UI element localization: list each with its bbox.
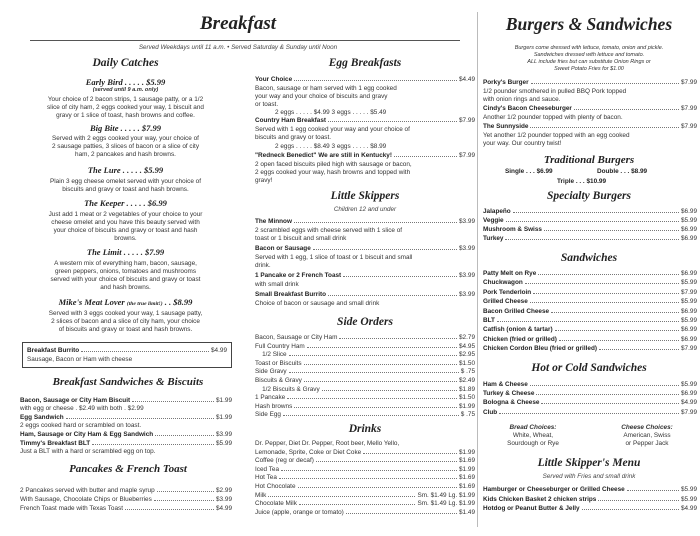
specialty-burger-row (483, 226, 697, 233)
kids-menu-sub: Served with Fries and small drink (542, 473, 636, 480)
lure-desc-2: biscuits and gravy or toast and hash browns. (62, 186, 189, 193)
meat-lover-title (18, 297, 233, 307)
porky-price: $7.99 (681, 79, 697, 86)
lure-desc-1: Plain 3 egg cheese omelet served with your choice of (50, 178, 201, 185)
specialty-burger-row (483, 235, 697, 242)
sandwich-name: Grilled Cheese (483, 298, 528, 306)
your-choice-row (255, 76, 475, 83)
dot-leader (299, 500, 416, 505)
sandwich-price: $7.99 (681, 345, 697, 353)
pancakes-extra-desc: With Sausage, Chocolate Chips or Blueberries (20, 496, 152, 503)
drink-name: Iced Tea (255, 465, 280, 473)
early-bird-desc-1: Your choice of 2 bacon strips, 1 sausage patty, or a 1/2 (47, 96, 204, 103)
dot-leader (307, 343, 457, 348)
kids-item-name: Hotdog or Peanut Butter & Jelly (483, 505, 580, 513)
egg-sandwich-price: $1.99 (216, 414, 232, 421)
dot-leader (506, 217, 679, 222)
timmys-blt-sub: Just a BLT with a hard or scrambled egg on top. (20, 448, 156, 455)
sandwich-row (483, 289, 697, 296)
kids-item-row (483, 496, 697, 503)
country-ham-desc-1: Served with 1 egg cooked your way and your choice of (255, 126, 410, 133)
burgers-intro-4: Sweet Potato Fries for $1.00 (554, 66, 624, 72)
kids-item-row (483, 505, 697, 512)
pancakes-extra-row (20, 496, 232, 503)
daily-catches-heading: Daily Catches (92, 57, 159, 69)
kids-bacon-desc-1: Served with 1 egg, 1 slice of toast or 1 biscuit and small (255, 254, 413, 261)
sandwich-name: Pork Tenderloin (483, 288, 532, 296)
sunnyside-desc-1: Yet another 1/2 pounder topped with an egg cooked (483, 132, 630, 139)
kids-bacon-desc-2: drink. (255, 262, 271, 269)
timmys-blt-price: $5.99 (216, 440, 232, 447)
keeper-desc-3: your choice of biscuits and gravy or toast and hash (53, 227, 198, 234)
minnow-price: $3.99 (459, 218, 475, 225)
breakfast-hours: Served Weekdays until 11 a.m. • Served Saturday & Sunday until Noon (138, 44, 338, 51)
drink-name: Juice (apple, orange or tomato) (255, 508, 344, 516)
side-order-row (255, 368, 475, 375)
ham-egg-price: $3.99 (216, 431, 232, 438)
keeper-title: The Keeper . . . . . $6.99 (84, 198, 167, 208)
side-order-row (255, 334, 475, 341)
porky-desc-2: with onion rings and sauce. (483, 96, 561, 103)
side-order-name: Biscuits & Gravy (255, 377, 302, 384)
dot-leader (599, 345, 679, 350)
country-ham-price: $7.99 (459, 117, 475, 124)
cheese-line-1: American, Swiss (623, 432, 671, 439)
meat-lover-desc-1: Served with 3 eggs cooked your way, 1 sausage patty, (48, 310, 203, 317)
biscuit-row (20, 397, 232, 404)
sandwich-name: Bacon Grilled Cheese (483, 307, 550, 315)
bread-label: Bread Choices: (509, 424, 557, 431)
sandwich-price: $6.99 (681, 307, 697, 315)
dot-leader (283, 411, 459, 416)
side-order-price: $1.99 (459, 402, 475, 410)
kids-pancake-row (255, 272, 475, 279)
country-ham-desc-2: biscuits and gravy or toast. (255, 134, 332, 141)
dot-leader (294, 403, 457, 408)
drink-row (255, 466, 475, 473)
dot-leader (281, 466, 457, 471)
side-order-row (255, 403, 475, 410)
dot-leader (530, 381, 679, 386)
column-divider (477, 12, 478, 527)
drink-row (255, 440, 475, 447)
dot-leader (289, 351, 457, 356)
egg-breakfasts-heading: Egg Breakfasts (328, 57, 402, 69)
country-ham-name: Country Ham Breakfast (255, 117, 327, 124)
kids-item-price: $4.99 (681, 505, 697, 513)
sandwich-row (483, 317, 697, 324)
kids-item-row (483, 486, 697, 493)
drink-row (255, 457, 475, 464)
side-order-price: $1.89 (459, 385, 475, 393)
breakfast-title: Breakfast (200, 13, 276, 34)
country-ham-eggs: 2 eggs . . . . . $8.49 3 eggs . . . . . $8.99 (275, 143, 387, 150)
dot-leader (627, 486, 679, 491)
drink-name: Dr. Pepper, Diet Dr. Pepper, Root beer, Mello Yello, (255, 440, 400, 447)
early-bird-desc-2: slice of city ham, 2 eggs cooked your way, 1 biscuit and (47, 104, 204, 111)
side-orders-heading: Side Orders (337, 316, 393, 328)
sandwich-name: Patty Melt on Rye (483, 270, 537, 277)
sandwich-price: $6.99 (681, 270, 697, 277)
your-choice-eggs: 2 eggs . . . . . $4.99 3 eggs . . . . . $5.49 (275, 109, 387, 116)
dot-leader (289, 368, 459, 373)
side-order-row (255, 351, 475, 358)
sandwich-price: $5.99 (681, 317, 697, 324)
sandwich-row (483, 308, 697, 315)
hot-cold-sandwich-name: Club (483, 408, 498, 416)
egg-sandwich-row (20, 414, 232, 421)
minnow-desc-2: toast or 1 biscuit and small drink (255, 235, 347, 242)
sandwich-price: $5.99 (681, 279, 697, 287)
kids-burrito-price: $3.99 (459, 291, 475, 298)
drink-row (255, 509, 475, 516)
sandwich-name: Chuckwagon (483, 279, 523, 287)
dot-leader (533, 289, 679, 294)
specialty-burger-name: Veggie (483, 217, 504, 224)
sandwiches-heading: Sandwiches (560, 252, 618, 264)
kids-pancake-desc: with small drink (255, 281, 299, 288)
keeper-desc-1: Just add 1 meat or 2 vegetables of your choice to your (48, 211, 203, 218)
side-order-name: Side Egg (255, 411, 281, 419)
breakfast-burrito-price: $4.99 (211, 347, 227, 354)
side-order-name: Hash browns (255, 402, 293, 410)
keeper-desc-2: cheese omelet and you have this beauty served with (51, 219, 200, 226)
burgers-intro-3: ALL include fries but can substitute Onion Rings or (527, 59, 651, 65)
hot-cold-sandwich-row (483, 409, 697, 416)
side-order-name: Side Gravy (255, 368, 287, 376)
drink-price: $1.69 (459, 474, 475, 482)
sandwich-row (483, 326, 697, 333)
dot-leader (551, 308, 679, 313)
kids-item-name: Kids Chicken Basket 2 chicken strips (483, 495, 597, 503)
sandwich-name: Chicken (fried or grilled) (483, 335, 557, 343)
drink-name: Lemonade, Sprite, Coke or Diet Coke (255, 448, 362, 456)
biscuit-name: Bacon, Sausage or City Ham Biscuit (20, 397, 131, 404)
french-toast-row (20, 505, 232, 512)
dot-leader (279, 474, 457, 479)
drink-price: $1.99 (459, 448, 475, 456)
your-choice-price: $4.49 (459, 76, 475, 83)
sunnyside-name: The Sunnyside (483, 123, 529, 130)
big-bite-title: Big Bite . . . . . $7.99 (89, 123, 162, 133)
drink-price: $1.69 (459, 457, 475, 465)
egg-sandwich-name: Egg Sandwich (20, 414, 64, 421)
dot-leader (536, 390, 679, 395)
sandwich-name: BLT (483, 317, 495, 324)
hot-cold-sandwich-price: $7.99 (681, 408, 697, 416)
side-order-name: 1 Pancake (255, 394, 286, 402)
drink-price: $1.69 (459, 483, 475, 490)
hot-cold-sandwich-name: Turkey & Cheese (483, 390, 535, 398)
dot-leader (559, 336, 679, 341)
timmys-blt-row (20, 440, 232, 447)
side-order-row (255, 377, 475, 384)
kids-bacon-name: Bacon or Sausage (255, 245, 311, 252)
burgers-intro-2: Sandwiches dressed with lettuce and tomato. (533, 52, 645, 58)
kids-bacon-row (255, 245, 475, 252)
timmys-blt-name: Timmy's Breakfast BLT (20, 440, 91, 447)
side-order-name: 1/2 Biscuits & Gravy (255, 385, 320, 393)
specialty-burger-name: Mushroom & Swiss (483, 226, 542, 233)
limit-title: The Limit . . . . . $7.99 (86, 247, 165, 257)
drink-name: Hot Tea (255, 474, 277, 482)
dot-leader (298, 483, 458, 488)
pancakes-desc: 2 Pancakes served with butter and maple syrup (20, 487, 155, 494)
dot-leader (555, 326, 679, 331)
redneck-row (255, 152, 475, 159)
limit-desc-2: green peppers, onions, tomatoes and mushrooms (54, 268, 197, 275)
sandwich-row (483, 336, 697, 343)
kids-menu-heading: Little Skipper's Menu (537, 457, 641, 469)
cindy-desc: Another 1/2 pounder topped with plenty of bacon. (483, 114, 623, 121)
specialty-burger-price: $6.99 (681, 208, 697, 215)
dot-leader (287, 394, 457, 399)
specialty-heading: Specialty Burgers (546, 190, 631, 202)
hot-cold-sandwich-name: Bologna & Cheese (483, 399, 540, 407)
specialty-burger-row (483, 208, 697, 215)
hot-cold-sandwich-price: $5.99 (681, 381, 697, 388)
minnow-row (255, 218, 475, 225)
drink-price: Sm. $1.49 Lg. $1.99 (417, 491, 475, 499)
hot-cold-sandwich-row (483, 390, 697, 397)
dot-leader (304, 377, 457, 382)
side-order-row (255, 386, 475, 393)
biscuit-price: $1.99 (216, 397, 232, 404)
meat-lover-desc-3: of biscuits and gravy or toast and hash browns. (58, 326, 193, 333)
triple-price: Triple . . . $10.99 (557, 178, 607, 185)
cindy-name: Cindy's Bacon Cheeseburger (483, 105, 572, 112)
cindy-row (483, 105, 697, 112)
drinks-heading: Drinks (348, 423, 382, 435)
dot-leader (346, 509, 457, 514)
dot-leader (268, 492, 415, 497)
early-bird-note: (served until 9 a.m. only) (92, 87, 159, 93)
specialty-burger-price: $6.99 (681, 235, 697, 242)
french-toast-desc: French Toast made with Texas Toast (20, 505, 124, 512)
redneck-name: "Redneck Benedict" We are still in Kentucky! (255, 152, 392, 159)
side-order-name: Full Country Ham (255, 342, 305, 350)
your-choice-desc-3: or toast. (255, 101, 279, 108)
side-order-price: $2.49 (459, 377, 475, 384)
side-order-price: $ .75 (460, 411, 475, 419)
hot-cold-sandwich-row (483, 381, 697, 388)
drink-name: Milk (255, 491, 267, 499)
hot-cold-sandwich-row (483, 399, 697, 406)
side-order-name: Toast or Biscuits (255, 359, 302, 367)
big-bite-desc-1: Served with 2 eggs cooked your way, your choice of (52, 135, 199, 142)
egg-sandwich-sub: 2 eggs cooked hard or scrambled on toast. (20, 422, 142, 429)
sandwich-price: $6.99 (681, 335, 697, 343)
side-order-price: $4.95 (459, 342, 475, 350)
burgers-title: Burgers & Sandwiches (505, 14, 673, 34)
limit-desc-3: served with your choice of biscuits and gravy or toast (50, 276, 201, 283)
dot-leader (322, 386, 457, 391)
early-bird-title: Early Bird . . . . . $5.99 (85, 77, 166, 87)
big-bite-desc-2: 2 sausage patties, 3 slices of bacon or a slice of city (51, 143, 200, 150)
meat-lover-name: Mike's Meat Lover (58, 297, 125, 307)
breakfast-burrito-row (27, 347, 227, 354)
side-order-row (255, 394, 475, 401)
specialty-burger-price: $6.99 (681, 226, 697, 233)
bread-line-1: White, Wheat, (512, 432, 554, 439)
sandwich-price: $5.99 (681, 298, 697, 306)
dot-leader (499, 409, 679, 414)
dot-leader (530, 298, 679, 303)
breakfast-burrito-box (22, 342, 232, 368)
side-order-price: $ .75 (460, 368, 475, 376)
side-order-name: Bacon, Sausage or City Ham (255, 334, 338, 341)
kids-item-price: $5.99 (681, 486, 697, 493)
specialty-burger-name: Turkey (483, 235, 504, 242)
little-skippers-heading: Little Skippers (330, 190, 400, 202)
drink-name: Chocolate Milk (255, 500, 297, 508)
cheese-line-2: or Pepper Jack (625, 440, 669, 447)
limit-desc-1: A western mix of everything ham, bacon, sausage, (54, 260, 197, 267)
side-order-row (255, 411, 475, 418)
redneck-desc-1: 2 open faced biscuits piled high with sausage or bacon, (255, 161, 412, 168)
redneck-desc-2: 2 eggs cooked your way, hash browns and topped with (255, 169, 411, 176)
french-toast-price: $4.99 (216, 505, 232, 512)
your-choice-name: Your Choice (255, 76, 293, 83)
hot-cold-sandwich-price: $4.99 (681, 399, 697, 407)
pancakes-extra-price: $3.99 (216, 496, 232, 503)
biscuit-sub: with egg or cheese . $2.49 with both . $2.99 (20, 405, 144, 412)
burgers-intro-1: Burgers come dressed with lettuce, tomato, onion and pickle. (514, 45, 664, 51)
dot-leader (541, 399, 679, 404)
limit-desc-4: and hash browns. (100, 284, 151, 291)
porky-desc-1: 1/2 pounder smothered in pulled BBQ Pork topped (483, 88, 627, 95)
sandwich-name: Chicken Cordon Bleu (fried or grilled) (483, 345, 597, 353)
single-price: Single . . . $6.99 (505, 168, 553, 175)
meat-lover-note: (the true limit!) (126, 301, 163, 307)
big-bite-desc-3: ham, 2 pancakes and hash browns. (75, 151, 176, 158)
side-order-price: $1.50 (459, 359, 475, 367)
side-order-price: $1.50 (459, 394, 475, 402)
sandwich-row (483, 298, 697, 305)
kids-item-price: $5.99 (681, 495, 697, 503)
drink-price: Sm. $1.49 Lg. $1.99 (417, 500, 475, 508)
drink-row (255, 483, 475, 490)
hot-cold-heading: Hot or Cold Sandwiches (531, 362, 647, 374)
sandwich-row (483, 279, 697, 286)
hot-cold-sandwich-price: $6.99 (681, 390, 697, 398)
porky-name: Porky's Burger (483, 79, 529, 86)
your-choice-desc-2: your way and your choice of biscuits and gravy (255, 93, 388, 100)
kids-burrito-row (255, 291, 475, 298)
side-order-row (255, 343, 475, 350)
sunnyside-row (483, 123, 697, 130)
side-order-row (255, 360, 475, 367)
dot-leader (505, 235, 679, 240)
porky-row (483, 79, 697, 86)
keeper-desc-4: browns. (114, 235, 137, 242)
hot-cold-sandwich-name: Ham & Cheese (483, 381, 528, 388)
side-order-price: $2.95 (459, 351, 475, 359)
pancakes-price: $2.99 (216, 487, 232, 494)
drink-name: Coffee (reg or decaf) (255, 457, 314, 465)
sandwich-name: Catfish (onion & tartar) (483, 326, 553, 334)
sunnyside-desc-2: your way. Our country twist! (483, 140, 562, 147)
dot-leader (316, 457, 457, 462)
drink-row (255, 500, 475, 507)
dot-leader (513, 208, 679, 213)
side-order-price: $2.79 (459, 334, 475, 341)
bread-line-2: Sourdough or Rye (507, 440, 559, 447)
drink-name: Hot Chocolate (255, 483, 296, 490)
dot-leader (525, 279, 679, 284)
minnow-desc-1: 2 scrambled eggs with cheese served with 1 slice of (255, 227, 403, 234)
sandwich-row (483, 270, 697, 277)
sandwich-row (483, 345, 697, 352)
redneck-price: $7.99 (459, 152, 475, 159)
ham-egg-row (20, 431, 232, 438)
dot-leader (339, 334, 457, 339)
dot-leader (538, 270, 679, 275)
pancakes-heading: Pancakes & French Toast (69, 463, 187, 475)
dot-leader (544, 226, 679, 231)
specialty-burger-price: $5.99 (681, 217, 697, 224)
dot-leader (363, 449, 457, 454)
side-order-name: 1/2 Slice (255, 351, 287, 359)
divider (30, 40, 460, 41)
dot-leader (582, 505, 679, 510)
breakfast-sandwiches-heading: Breakfast Sandwiches & Biscuits (52, 376, 204, 388)
your-choice-desc-1: Bacon, sausage or ham served with 1 egg cooked (255, 85, 397, 92)
kids-bacon-price: $3.99 (459, 245, 475, 252)
kids-item-name: Hamburger or Cheeseburger or Grilled Cheese (483, 486, 625, 493)
dot-leader (497, 317, 679, 322)
drink-row (255, 449, 475, 456)
sunnyside-price: $7.99 (681, 123, 697, 130)
drink-row (255, 474, 475, 481)
redneck-desc-3: gravy! (255, 177, 273, 184)
dot-leader (304, 360, 457, 365)
kids-pancake-name: 1 Pancake or 2 French Toast (255, 272, 342, 279)
pancakes-row (20, 487, 232, 494)
minnow-name: The Minnow (255, 218, 292, 225)
double-price: Double . . . $8.99 (597, 168, 648, 175)
kids-burrito-name: Small Breakfast Burrito (255, 291, 327, 298)
lure-title: The Lure . . . . . $5.99 (87, 165, 164, 175)
cindy-price: $7.99 (681, 105, 697, 112)
early-bird-desc-3: gravy or 1 slice of toast, hash browns and coffee. (56, 112, 195, 119)
drink-price: $1.49 (459, 508, 475, 516)
drink-price: $1.99 (459, 465, 475, 473)
little-skippers-sub: Children 12 and under (333, 206, 397, 213)
dot-leader (598, 496, 679, 501)
country-ham-row (255, 117, 475, 124)
meat-lover-desc-2: 2 slices of bacon and a slice of city ham, your choice (51, 318, 200, 325)
breakfast-burrito-desc: Sausage, Bacon or Ham with cheese (27, 356, 133, 363)
cheese-label: Cheese Choices: (621, 424, 673, 431)
ham-egg-name: Ham, Sausage or City Ham & Egg Sandwich (20, 431, 154, 438)
meat-lover-price: . . $8.99 (162, 297, 193, 307)
traditional-heading: Traditional Burgers (543, 154, 635, 166)
sandwich-price: $7.99 (681, 288, 697, 296)
drink-row (255, 492, 475, 499)
specialty-burger-row (483, 217, 697, 224)
sandwich-price: $6.99 (681, 326, 697, 334)
breakfast-burrito-name: Breakfast Burrito (27, 347, 80, 354)
kids-burrito-desc: Choice of bacon or sausage and small drink (255, 300, 380, 307)
kids-pancake-price: $3.99 (459, 272, 475, 279)
specialty-burger-name: Jalapeño (483, 208, 511, 215)
